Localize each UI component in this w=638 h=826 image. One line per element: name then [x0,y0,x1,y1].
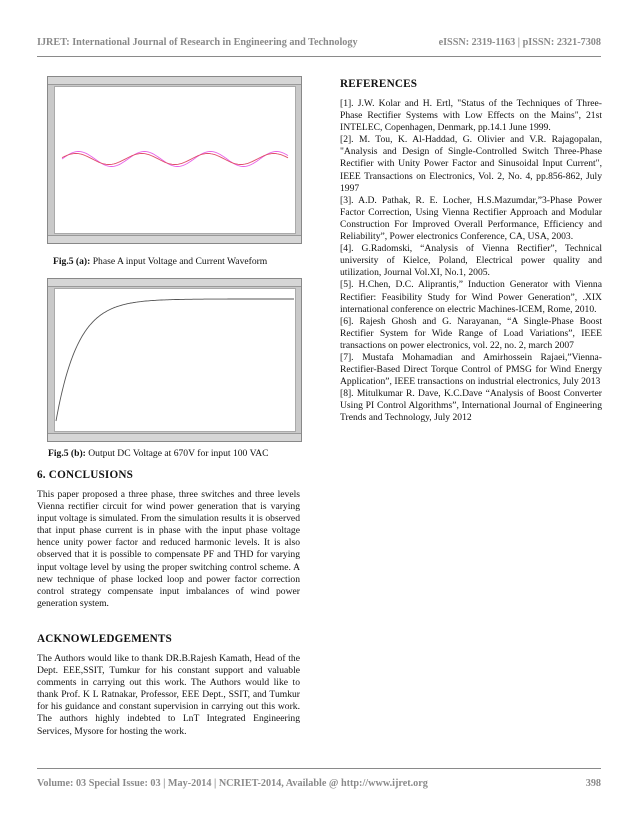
footer-rule [37,768,601,769]
figure-5a-label: Fig.5 (a): [53,256,91,267]
reference-item-1: [1]. J.W. Kolar and H. Ertl, "Status of the Techniques of Three-Phase Rectifier Systems with Low Effects on the Mains", 21st INTELEC, Copenhagen, Denmark, pp.14.1 June 1999. [340,98,602,134]
page-number: 398 [585,778,601,789]
waveform-plot [48,77,301,243]
conclusions-text: This paper proposed a three phase, three switches and three levels Vienna rectifier circuit for wind power generation that is varying input voltage is simulated. From the simulation results it is observed that input phase current is in phase with the input phase voltage hence unity power factor and reduced harmonic levels. It is also observed that it is possible to compensate PF and THD for varying input voltage level by using the proper switching control scheme. A new technique of phase locked loop and power factor correction control strategy compensate input imbalances of wind power generation system. [37,489,300,609]
references-list [340,98,602,425]
reference-item-3: [3]. A.D. Pathak, R. E. Locher, H.S.Mazumdar,”3-Phase Power Factor Correction, Using Vienna Rectifier Approach and Modular Construction For Improved Overall Performance, Efficiency and Reliability”, Power electronics Conference, CA, USA, 2003. [340,194,602,243]
acknowledgements-heading: ACKNOWLEDGEMENTS [37,633,172,645]
journal-title: IJRET: International Journal of Research in Engineering and Technology [37,37,358,48]
reference-item-4: [4]. G.Radomski, “Analysis of Vienna Rectifier”, Technical university of Kielce, Poland, Electrical power quality and utilization, Journal Vol.XI, No.1, 2005. [340,243,602,279]
figure-5b-text: Output DC Voltage at 670V for input 100 VAC [88,448,269,459]
issn: eISSN: 2319-1163 | pISSN: 2321-7308 [438,37,601,48]
reference-item-8: [8]. Mitulkumar R. Dave, K.C.Dave “Analysis of Boost Converter Using PI Control Algorithms”, International Journal of Engineering Trends and Technology, July 2012 [340,388,602,424]
page-header [37,37,601,48]
figure-5b-label: Fig.5 (b): [48,448,86,459]
figure-5a-text: Phase A input Voltage and Current Waveform [92,256,268,267]
page-footer [37,778,601,789]
header-rule [37,56,601,57]
acknowledgements-text: The Authors would like to thank DR.B.Rajesh Kamath, Head of the Dept. EEE,SSIT, Tumkur for his constant support and valuable comments in carrying out this work. The Authors would like to thank Prof. K L Ratnakar, Professor, EEE Dept., SSIT, and Tumkur for his guidance and constant supervision in carrying out this work. The authors highly indebted to LnT Integrated Engineering Services, Mysore for hosting the work. [37,653,300,737]
reference-item-7: [7]. Mustafa Mohamadian and Amirhossein Rajaei,”Vienna-Rectifier-Based Direct Torque Control of PMSG for Wind Energy Application”, IEEE transactions on industrial electronics, July 2013 [340,351,602,388]
conclusions-heading: 6. CONCLUSIONS [37,469,134,481]
reference-item-2: [2]. M. Tou, K. Al-Haddad, G. Olivier and V.R. Rajagopalan, "Analysis and Design of Single-Controlled Switch Three-Phase Rectifier with Unity Power Factor and Sinusoidal Input Current", IEEE Transactions on Electronics, Vol. 2, No. 4, pp.856-862, July 1997 [340,134,602,194]
figure-5b-caption [48,448,269,460]
reference-item-5: [5]. H.Chen, D.C. Aliprantis,” Induction Generator with Vienna Rectifier: Feasibility Study for Wind Power Generation”, .XIX international conference on electric Machines-ICEM, Rome, 2010. [340,279,602,315]
dc-voltage-curve [56,299,294,421]
figure-5a-caption [53,256,267,268]
references-heading: REFERENCES [340,78,418,90]
figure-5a-waveform [47,76,302,244]
reference-item-6: [6]. Rajesh Ghosh and G. Narayanan, “A Single-Phase Boost Rectifier System for Wide Range of Load Variations”, IEEE transactions on power electronics, vol. 22, no. 2, march 2007 [340,315,602,351]
dc-voltage-plot [48,279,301,441]
footer-volume-info: Volume: 03 Special Issue: 03 | May-2014 | NCRIET-2014, Available @ http://www.ijret.org [37,778,428,789]
figure-5b-dc-voltage [47,278,302,442]
